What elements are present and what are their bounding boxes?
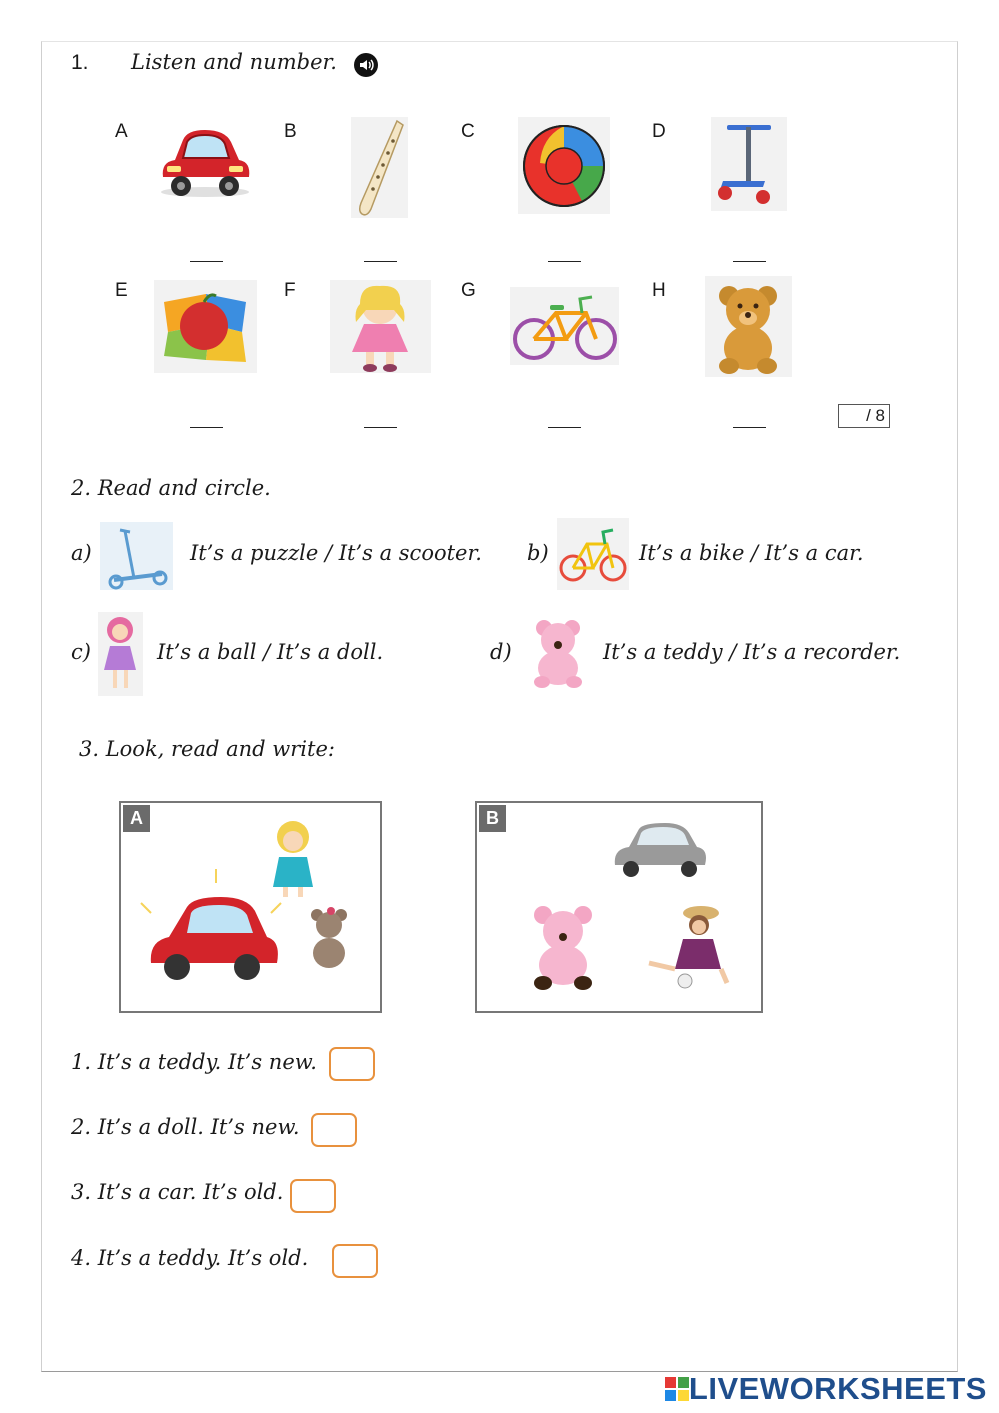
- ex2-label-d: d): [490, 640, 512, 664]
- liveworksheets-logo[interactable]: [665, 1371, 987, 1407]
- scene-a-tag: A: [123, 805, 150, 832]
- scooter-image-small: [100, 522, 173, 590]
- ex2-label-b: b): [527, 541, 549, 565]
- answer-box-3[interactable]: [290, 1179, 336, 1213]
- item-letter-c: C: [461, 121, 475, 142]
- doll-image: [330, 280, 431, 373]
- answer-blank-f[interactable]: [364, 427, 397, 428]
- answer-box-1[interactable]: [329, 1047, 375, 1081]
- item-letter-b: B: [284, 121, 297, 142]
- ex3-sentence-3: 3. It’s a car. It’s old.: [71, 1180, 284, 1204]
- teddy-image: [705, 276, 792, 377]
- answer-blank-c[interactable]: [548, 261, 581, 262]
- answer-blank-a[interactable]: [190, 261, 223, 262]
- item-letter-e: E: [115, 280, 128, 301]
- doll-image-small: [98, 612, 143, 696]
- scene-b: [475, 801, 763, 1013]
- answer-blank-h[interactable]: [733, 427, 766, 428]
- ex2-title: 2. Read and circle.: [71, 476, 271, 500]
- teddy-image-small: [526, 614, 590, 690]
- speaker-icon[interactable]: [354, 53, 378, 77]
- item-letter-a: A: [115, 121, 128, 142]
- scene-a-picture: [121, 803, 380, 1011]
- answer-box-2[interactable]: [311, 1113, 357, 1147]
- answer-blank-d[interactable]: [733, 261, 766, 262]
- logo-icon: [665, 1377, 689, 1401]
- scene-a: [119, 801, 382, 1013]
- item-letter-h: H: [652, 280, 666, 301]
- ex3-sentence-4: 4. It’s a teddy. It’s old.: [71, 1246, 309, 1270]
- scooter-image: [711, 117, 787, 211]
- ex2-label-c: c): [71, 640, 91, 664]
- scene-b-tag: B: [479, 805, 506, 832]
- ex3-sentence-1: 1. It’s a teddy. It’s new.: [71, 1050, 317, 1074]
- ex3-title: 3. Look, read and write:: [79, 737, 335, 761]
- ex2-sentence-c[interactable]: It’s a ball / It’s a doll.: [157, 640, 384, 664]
- ex2-sentence-d[interactable]: It’s a teddy / It’s a recorder.: [603, 640, 901, 664]
- bike-image: [510, 287, 619, 365]
- score-box: / 8: [838, 404, 890, 428]
- ex2-sentence-b[interactable]: It’s a bike / It’s a car.: [639, 541, 864, 565]
- bike-image-small: [557, 518, 629, 590]
- ball-image: [518, 117, 610, 214]
- ex1-instruction: Listen and number.: [131, 50, 337, 74]
- answer-blank-b[interactable]: [364, 261, 397, 262]
- scene-b-picture: [477, 803, 761, 1011]
- ex2-sentence-a[interactable]: It’s a puzzle / It’s a scooter.: [190, 541, 482, 565]
- answer-blank-g[interactable]: [548, 427, 581, 428]
- answer-blank-e[interactable]: [190, 427, 223, 428]
- item-letter-f: F: [284, 280, 296, 301]
- recorder-image: [351, 117, 408, 218]
- answer-box-4[interactable]: [332, 1244, 378, 1278]
- car-image: [155, 122, 255, 204]
- puzzle-image: [154, 280, 257, 373]
- ex1-number: 1.: [71, 51, 89, 74]
- ex3-sentence-2: 2. It’s a doll. It’s new.: [71, 1115, 300, 1139]
- worksheet-page: [41, 41, 958, 1372]
- item-letter-d: D: [652, 121, 666, 142]
- ex2-label-a: a): [71, 541, 92, 565]
- item-letter-g: G: [461, 280, 476, 301]
- logo-text: LIVEWORKSHEETS: [688, 1371, 987, 1406]
